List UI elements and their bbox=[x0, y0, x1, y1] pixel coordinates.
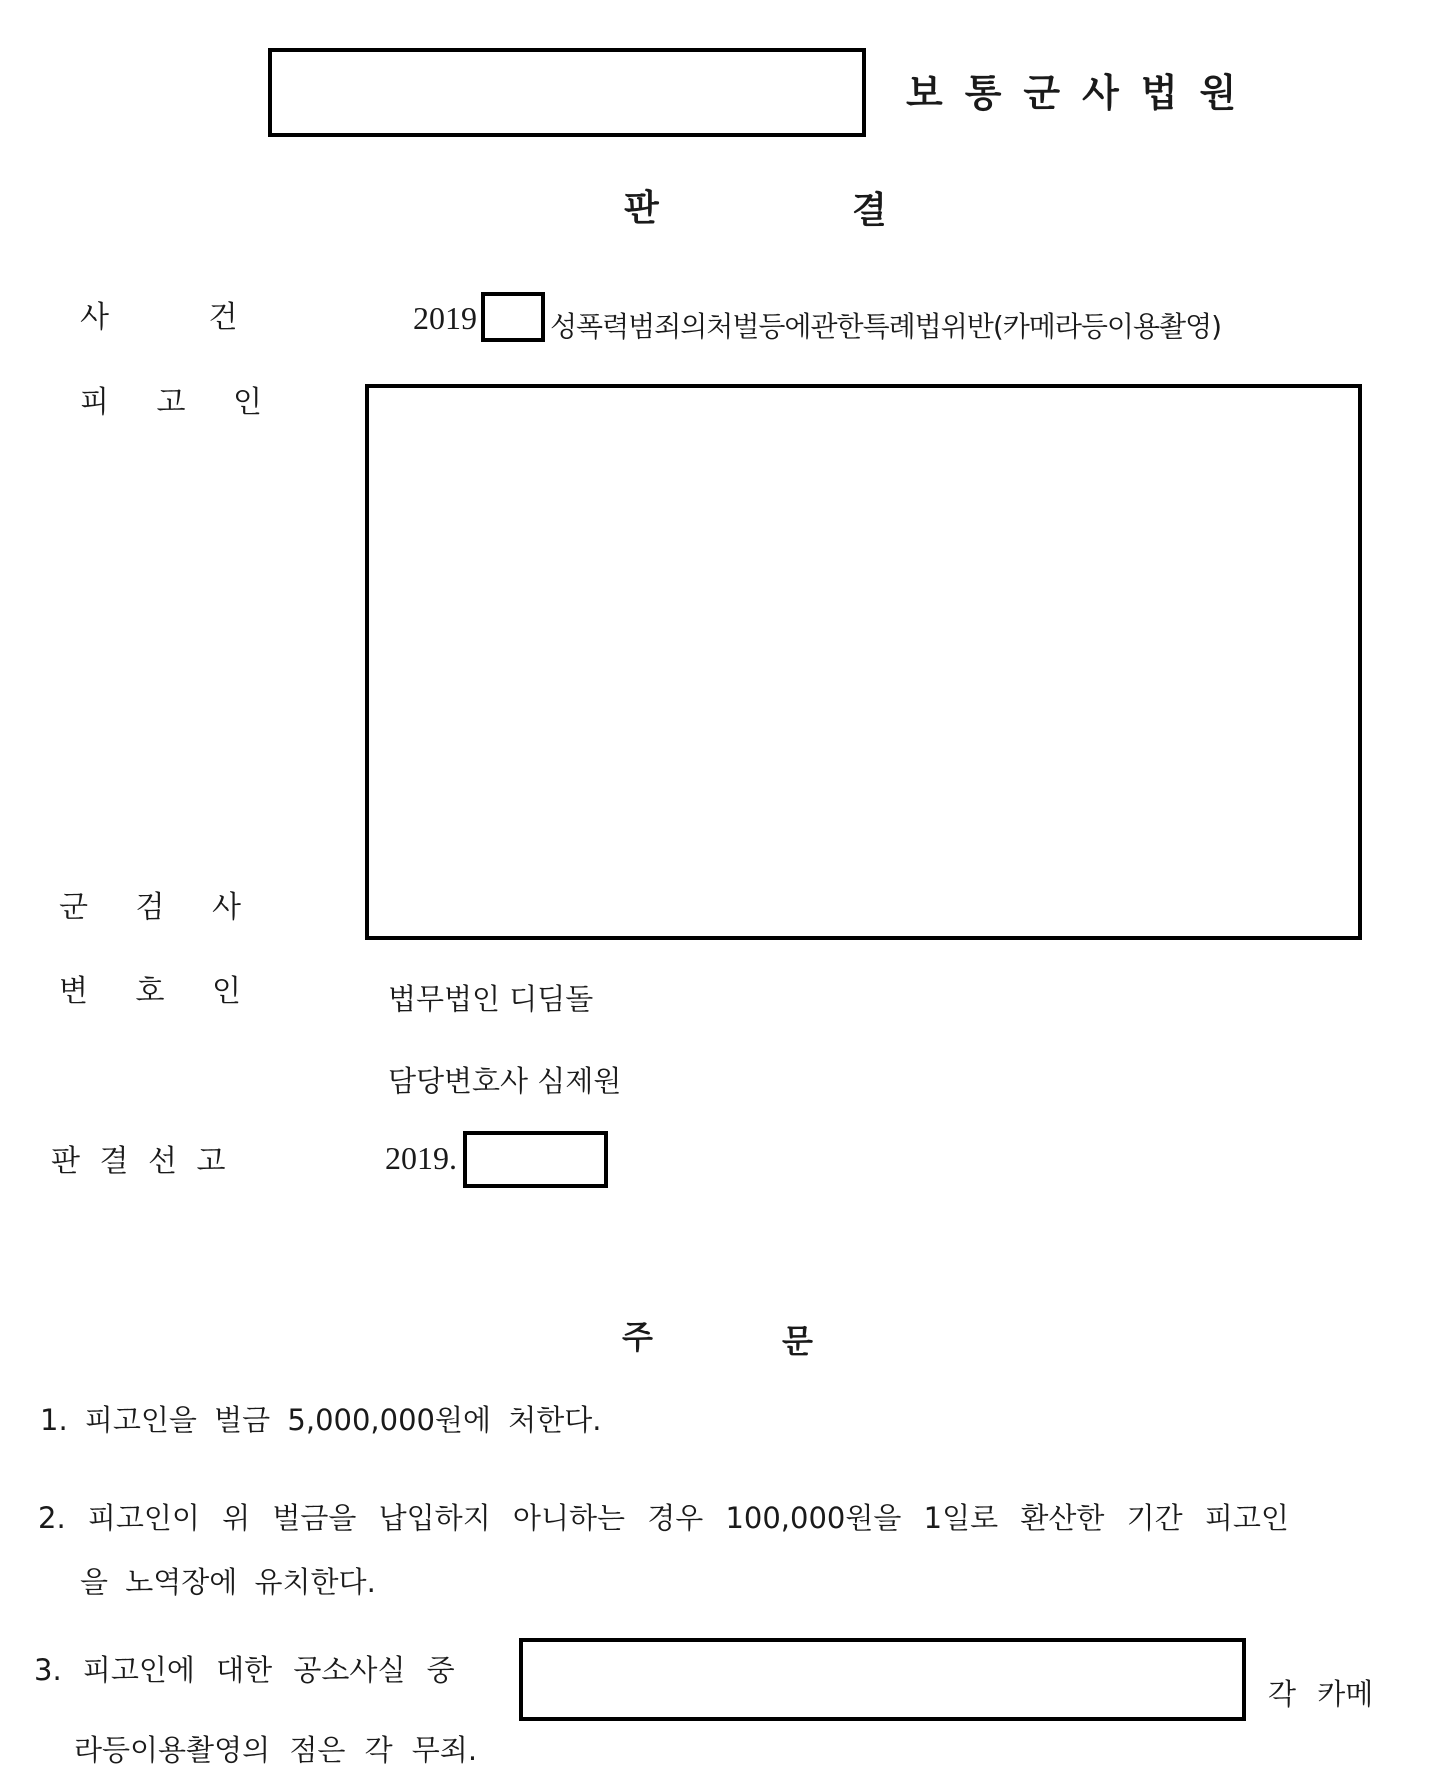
case-label-text: 사 건 bbox=[80, 300, 238, 335]
case-name: 성폭력범죄의처벌등에관한특례법위반(카메라등이용촬영) bbox=[550, 310, 1222, 343]
order-item-3-line-2: 라등이용촬영의 점은 각 무죄. bbox=[74, 1733, 478, 1767]
redacted-court-prefix bbox=[268, 48, 866, 137]
defendant-label: 피 고 인 bbox=[80, 385, 263, 420]
order-item-2-line-1: 2. 피고인이 위 벌금을 납입하지 아니하는 경우 100,000원을 1일로 환산한 기간 피고인 bbox=[38, 1501, 1289, 1535]
redacted-defendant-info bbox=[365, 384, 1362, 940]
order-item-3-suffix: 각 카메 bbox=[1268, 1677, 1374, 1711]
counsel-firm: 법무법인 디딤돌 bbox=[388, 982, 594, 1016]
case-year: 2019 bbox=[413, 300, 477, 336]
redacted-case-number bbox=[481, 292, 545, 342]
redacted-sentence-date bbox=[463, 1131, 608, 1188]
order-item-1: 1. 피고인을 벌금 5,000,000원에 처한다. bbox=[40, 1403, 602, 1437]
order-heading-char-1: 주 bbox=[622, 1318, 653, 1356]
prosecutor-label: 군 검 사 bbox=[59, 890, 242, 925]
title-char-2: 결 bbox=[852, 190, 887, 231]
counsel-label: 변 호 인 bbox=[59, 974, 242, 1009]
order-heading-char-2: 문 bbox=[782, 1322, 813, 1360]
order-item-2-line-2: 을 노역장에 유치한다. bbox=[80, 1565, 376, 1599]
counsel-attorney: 담당변호사 심제원 bbox=[388, 1064, 622, 1098]
court-name: 보통군사법원 bbox=[906, 71, 1259, 115]
sentence-date: 2019. bbox=[385, 1140, 457, 1176]
order-item-3-prefix: 3. 피고인에 대한 공소사실 중 bbox=[34, 1653, 455, 1687]
redacted-charges bbox=[519, 1638, 1246, 1721]
sentence-label: 판 결 선 고 bbox=[51, 1144, 226, 1179]
title-char-1: 판 bbox=[624, 188, 659, 229]
case-label bbox=[80, 292, 262, 336]
